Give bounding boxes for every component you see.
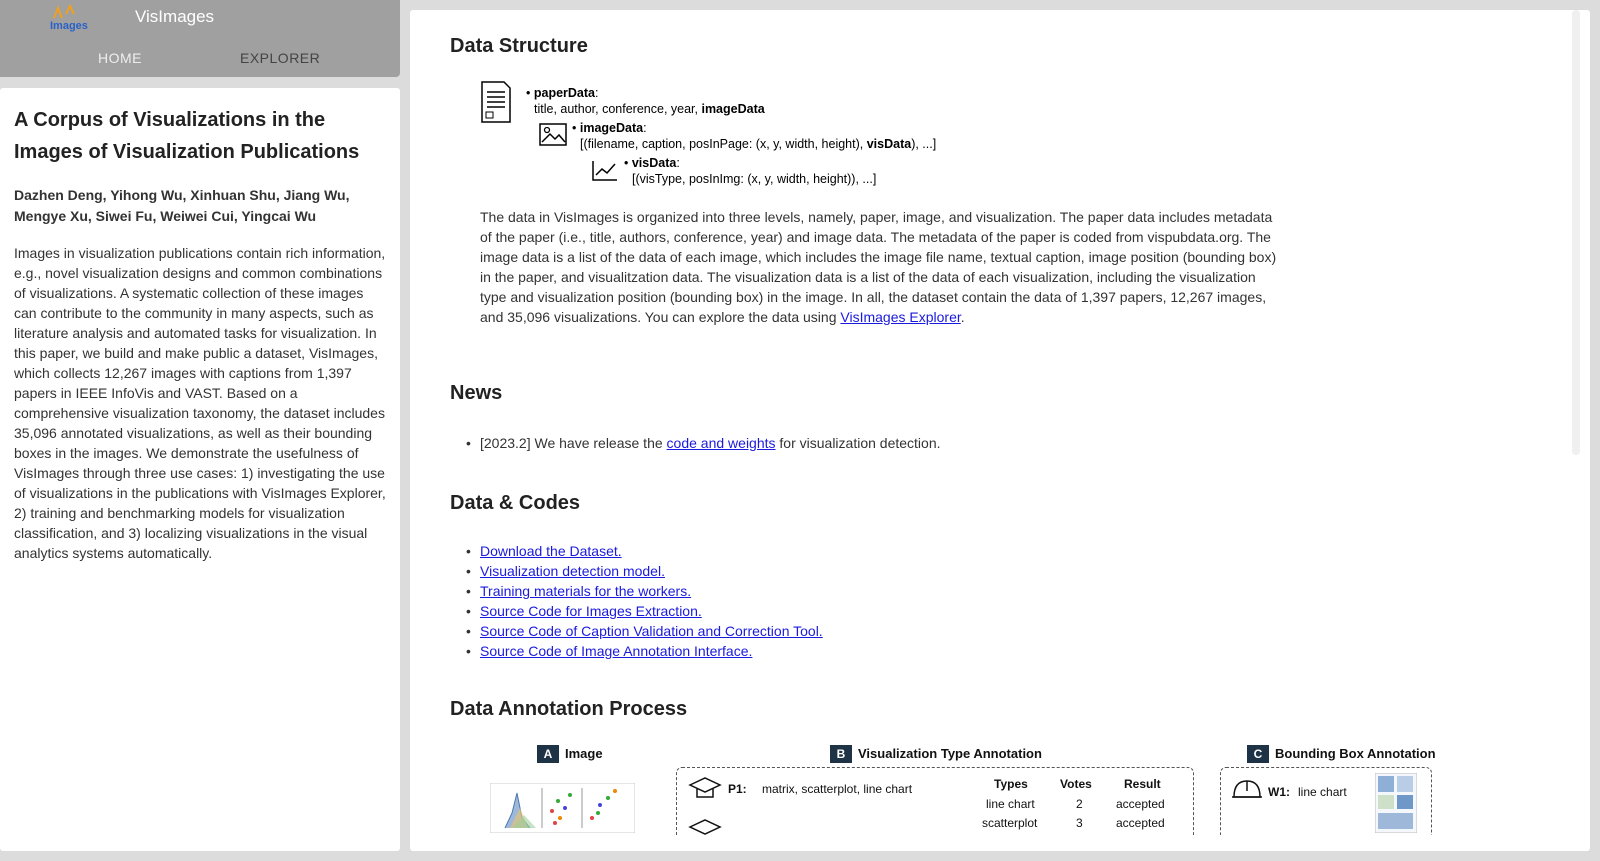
p1-label: P1:	[728, 782, 747, 796]
download-dataset-link[interactable]: Download the Dataset.	[480, 543, 622, 559]
top-navigation-bar	[0, 0, 400, 77]
list-item	[480, 601, 823, 621]
list-item	[480, 621, 823, 641]
data-structure-heading: Data Structure	[450, 35, 588, 57]
data-codes-list	[480, 541, 823, 661]
visimages-explorer-link[interactable]: VisImages Explorer	[840, 309, 961, 325]
document-icon	[478, 80, 514, 124]
sample-image-thumbnail	[490, 783, 635, 833]
detection-model-link[interactable]: Visualization detection model.	[480, 563, 665, 579]
panel-b-header	[830, 745, 1042, 763]
column-votes: Votes	[1060, 777, 1092, 791]
row-votes: 3	[1076, 816, 1083, 830]
data-structure-description	[480, 207, 1280, 327]
image-extraction-code-link[interactable]: Source Code for Images Extraction.	[480, 603, 702, 619]
description-end: .	[960, 309, 965, 325]
list-item	[480, 541, 823, 561]
bounding-box-thumbnail	[1375, 773, 1417, 833]
p1-text: matrix, scatterplot, line chart	[762, 782, 913, 796]
paper-data-label: paperData	[533, 86, 595, 100]
row-result: accepted	[1116, 816, 1165, 830]
row-type: line chart	[986, 797, 1035, 811]
row-result: accepted	[1116, 797, 1165, 811]
panel-b-title: Visualization Type Annotation	[858, 746, 1042, 761]
paper-data-fields: title, author, conference, year,	[534, 102, 702, 116]
paper-data-bold: imageData	[701, 102, 765, 116]
news-list	[480, 433, 941, 453]
list-item	[480, 561, 823, 581]
panel-c-box	[1220, 767, 1432, 835]
paper-authors: Dazhen Deng, Yihong Wu, Xinhuan Shu, Jiang Wu, Mengye Xu, Siwei Fu, Weiwei Cui, Yingcai Wu	[14, 187, 350, 224]
nav-home-link[interactable]: HOME	[98, 50, 142, 66]
news-item-prefix: [2023.2] We have release the	[480, 435, 667, 451]
svg-text:Images: Images	[50, 20, 88, 32]
paper-abstract: Images in visualization publications contain rich information, e.g., novel visualization designs and common combinations of visualizations. A systematic collection of these images can contribute to the community in many aspects, such as literature analysis and automated tasks for visualization. In this paper, we build and make public a dataset, VisImages, which collects 12,267 images with captions from 1,397 papers in IEEE InfoVis and VAST. Based on a comprehensive visualization taxonomy, the dataset includes 35,096 annotated visualizations, as well as their bounding boxes in the images. We demonstrate the usefulness of VisImages through three use cases: 1) investigating the use of visualizations in the publications with VisImages Explorer, 2) training and benchmarking models for visualization classification, and 3) localizing visualizations in the visual analytics systems automatically.	[14, 245, 386, 561]
image-data-bold: visData	[866, 137, 912, 151]
news-item	[480, 433, 941, 453]
image-data-fields: [(filename, caption, posInPage: (x, y, width, height),	[580, 137, 867, 151]
data-structure-figure: • paperData: title, author, conference, year, imageData • imageData: [(filename, caption, posInPage: (x, y, width, height), visData), ...] • visData: [(visType, posInImg: (x, y, width, height)), ...]	[478, 80, 998, 200]
training-materials-link[interactable]: Training materials for the workers.	[480, 583, 692, 599]
graduation-cap-icon	[688, 817, 722, 835]
vis-data-label: visData	[631, 156, 677, 170]
column-types: Types	[994, 777, 1028, 791]
line-chart-icon	[590, 158, 620, 184]
data-codes-heading: Data & Codes	[450, 492, 581, 514]
panel-a-title: Image	[565, 746, 603, 761]
main-content	[410, 10, 1590, 851]
annotation-interface-code-link[interactable]: Source Code of Image Annotation Interface.	[480, 643, 753, 659]
row-votes: 2	[1076, 797, 1083, 811]
image-data-tail: ), ...]	[911, 137, 937, 151]
brand-title[interactable]: VisImages	[135, 7, 215, 26]
list-item	[480, 641, 823, 661]
data-annotation-heading: Data Annotation Process	[450, 698, 688, 720]
news-item-suffix: for visualization detection.	[775, 435, 941, 451]
worker-helmet-icon	[1230, 777, 1264, 805]
w1-label: W1:	[1268, 785, 1290, 799]
annotation-process-figure	[470, 745, 1490, 835]
paper-title: A Corpus of Visualizations in the Images of Visualization Publications	[14, 109, 360, 163]
panel-a-header	[537, 745, 603, 763]
vis-data-fields: [(visType, posInImg: (x, y, width, height)), ...]	[632, 172, 877, 186]
nav-explorer-link[interactable]: EXPLORER	[240, 50, 321, 66]
image-icon	[538, 122, 568, 148]
description-text: The data in VisImages is organized into three levels, namely, paper, image, and visualization. The paper data includes metadata of the paper (i.e., title, authors, conference, year) and image data. The metadata of the paper is coded from vispubdata.org. The image data is a list of the data of each image, which includes the image file name, textual caption, image position (bounding box) in the paper, and visualitzation data. The visualization data is a list of the data of each visualization, including the visualization type and visualization position (bounding box) in the image. In all, the dataset contain the data of 1,397 papers, 12,267 images, and 35,096 visualizations. You can explore the data using	[480, 209, 1277, 325]
visimages-logo[interactable]	[48, 4, 88, 32]
panel-c-tag: C	[1247, 745, 1269, 763]
panel-b-tag: B	[830, 745, 852, 763]
w1-text: line chart	[1298, 785, 1347, 799]
paper-info-card	[0, 88, 400, 851]
panel-b-box	[676, 767, 1194, 835]
panel-a-tag: A	[537, 745, 559, 763]
caption-validation-code-link[interactable]: Source Code of Caption Validation and Correction Tool.	[480, 623, 823, 639]
news-heading: News	[450, 382, 503, 404]
image-data-label: imageData	[579, 121, 644, 135]
code-and-weights-link[interactable]: code and weights	[666, 435, 776, 451]
graduation-cap-icon	[688, 775, 722, 803]
row-type: scatterplot	[982, 816, 1038, 830]
scrollbar[interactable]	[1572, 10, 1580, 455]
panel-c-header	[1247, 745, 1436, 763]
panel-c-title: Bounding Box Annotation	[1275, 746, 1436, 761]
list-item	[480, 581, 823, 601]
column-result: Result	[1124, 777, 1161, 791]
